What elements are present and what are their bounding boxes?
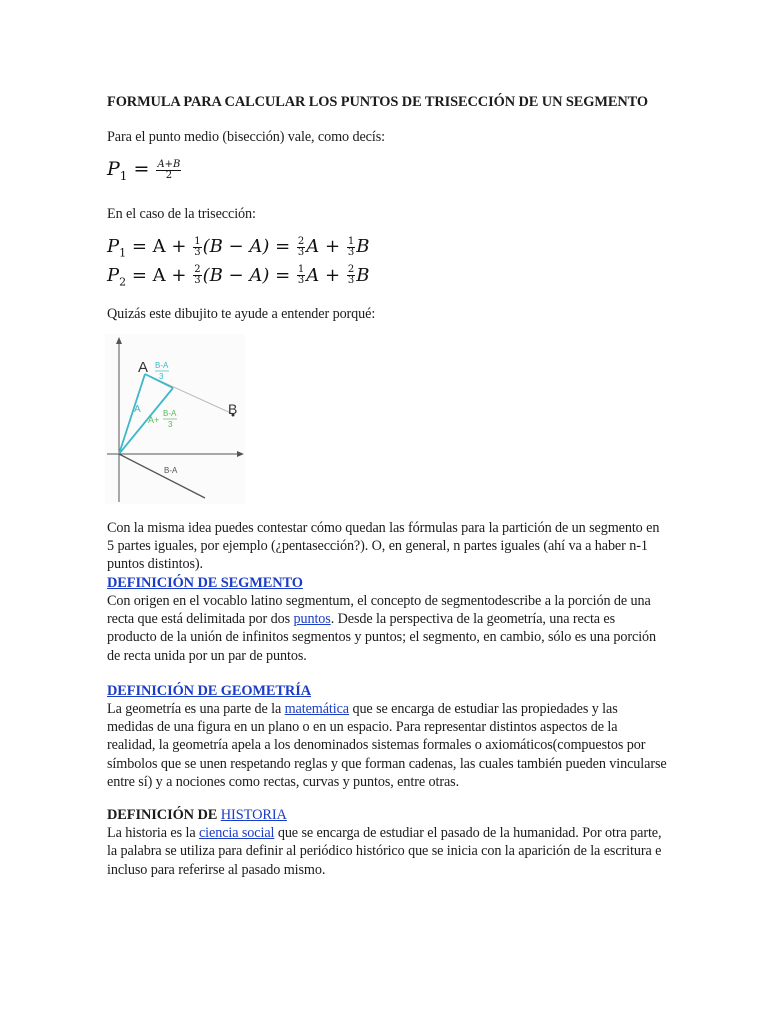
intro-text: Para el punto medio (bisección) vale, como decís: — [107, 129, 385, 145]
trisection-vector-diagram — [105, 334, 245, 504]
label-b-minus-a: B-A — [164, 466, 178, 475]
row2-sub: 2 — [119, 275, 127, 289]
row1-a: A + — [306, 236, 341, 257]
row1-frac2 — [297, 237, 305, 258]
row1-lhs: P — [107, 236, 120, 257]
row2-a: A + — [306, 264, 341, 286]
row2-lhs: P — [107, 264, 120, 286]
trisection-row-2 — [107, 265, 369, 294]
historia-text-b: que se encarga de estudiar el pasado de la humanidad. Por otra parte, la palabra se utiliza para definir al periódico histórico que se inicia con la aparición de la escritura e incluso para referirse al pasado mismo. — [107, 825, 662, 878]
row2-f1n: 2 — [194, 264, 201, 276]
trisection-intro: En el caso de la trisección: — [107, 206, 256, 222]
paragraph-partition: Con la misma idea puedes contestar cómo quedan las fórmulas para la partición de un segmento en 5 partes iguales, por ejemplo (¿pentasección?). O, en general, n partes iguales (ahí va a haber n-1 puntos distintos). — [107, 520, 660, 573]
row2-b: B — [356, 264, 370, 286]
row2-frac1 — [193, 265, 201, 286]
row1-mid: (B − A) = — [202, 236, 291, 257]
label-ba3-top-den: 3 — [159, 372, 164, 381]
section-segmento — [107, 574, 667, 665]
eq1-den: 2 — [165, 169, 173, 181]
geometria-text-b: que se encarga de estudiar las propiedades y las medidas de una figura en un plano o en un espacio. Para representar distintos aspectos de la realidad, la geometría apela a los denominados sistemas formales o axiomáticos(compuestos por símbolos que se unen respetando reglas y que forman cadenas, las cuales también pueden vincularse entre sí) y a nociones como rectas, curvas y puntos, entre otras. — [107, 701, 667, 790]
row1-sub: 1 — [119, 246, 127, 260]
row2-pre: = A + — [131, 264, 187, 286]
text-segmento — [107, 592, 667, 665]
row1-frac1 — [193, 237, 201, 258]
section-historia — [107, 806, 667, 879]
eq1-sub: 1 — [119, 168, 128, 183]
heading-historia — [107, 806, 667, 824]
label-ba3-num: B-A — [163, 409, 177, 418]
link-ciencia-social[interactable]: ciencia social — [198, 825, 275, 842]
row2-f2n: 1 — [297, 264, 305, 276]
row2-frac3 — [347, 265, 355, 286]
historia-text-a: La historia es la — [107, 825, 199, 842]
row1-f3n: 1 — [347, 235, 355, 247]
text-geometria — [107, 700, 667, 791]
label-ba3-top-num: B-A — [155, 361, 169, 370]
eq1-num: A+B — [157, 158, 181, 170]
row2-frac2 — [297, 265, 305, 286]
heading-geometria[interactable]: DEFINICIÓN DE GEOMETRÍA — [107, 683, 311, 699]
row1-f1d: 3 — [194, 246, 201, 258]
label-a-plus: A+ — [148, 415, 160, 425]
eq1-fraction — [156, 160, 181, 181]
link-puntos[interactable]: puntos — [293, 611, 331, 628]
row2-f1d: 3 — [194, 275, 201, 287]
row2-f2d: 3 — [297, 275, 305, 287]
row1-b: B — [356, 236, 370, 257]
row1-f3d: 3 — [347, 246, 355, 258]
row1-f2n: 2 — [297, 235, 305, 247]
document-title: FORMULA PARA CALCULAR LOS PUNTOS DE TRISECCIÓN DE UN SEGMENTO — [107, 94, 648, 110]
segmento-text-a: Con origen en el vocablo latino segmentum, el concepto de segmentodescribe a la porción de una recta que está delimitada por dos — [107, 593, 651, 628]
heading-historia-prefix: DEFINICIÓN DE — [107, 807, 221, 823]
geometria-text-a: La geometría es una parte de la — [107, 701, 285, 717]
drawing-intro: Quizás este dibujito te ayude a entender porqué: — [107, 306, 376, 322]
row2-mid: (B − A) = — [202, 264, 291, 286]
label-a: A — [138, 359, 149, 376]
text-historia — [107, 824, 667, 879]
row2-f3d: 3 — [347, 275, 355, 287]
row1-pre: = A + — [131, 236, 187, 257]
row1-f1n: 1 — [194, 235, 201, 247]
eq1-lhs: P — [107, 158, 120, 180]
link-historia[interactable]: HISTORIA — [220, 807, 287, 823]
row1-f2d: 3 — [297, 246, 305, 258]
trisection-row-1 — [107, 236, 369, 265]
heading-segmento[interactable]: DEFINICIÓN DE SEGMENTO — [107, 575, 303, 591]
segmento-text-b: . Desde la perspectiva de la geometría, una recta es producto de la unión de infinitos segmentos y puntos; el segmento, en cambio, sólo es una porción de recta unida por un par de puntos. — [107, 611, 657, 664]
row2-f3n: 2 — [347, 264, 355, 276]
label-ba3-den: 3 — [168, 420, 173, 429]
link-matematica[interactable]: matemática — [284, 701, 349, 717]
trisection-equations — [107, 236, 369, 293]
section-geometria — [107, 682, 667, 791]
label-vec-a: A — [134, 404, 141, 415]
row1-frac3 — [347, 237, 355, 258]
label-b: B — [228, 401, 238, 417]
midpoint-equation: $P_1$ = $\frac{A+B}{2}$ — [107, 158, 181, 183]
